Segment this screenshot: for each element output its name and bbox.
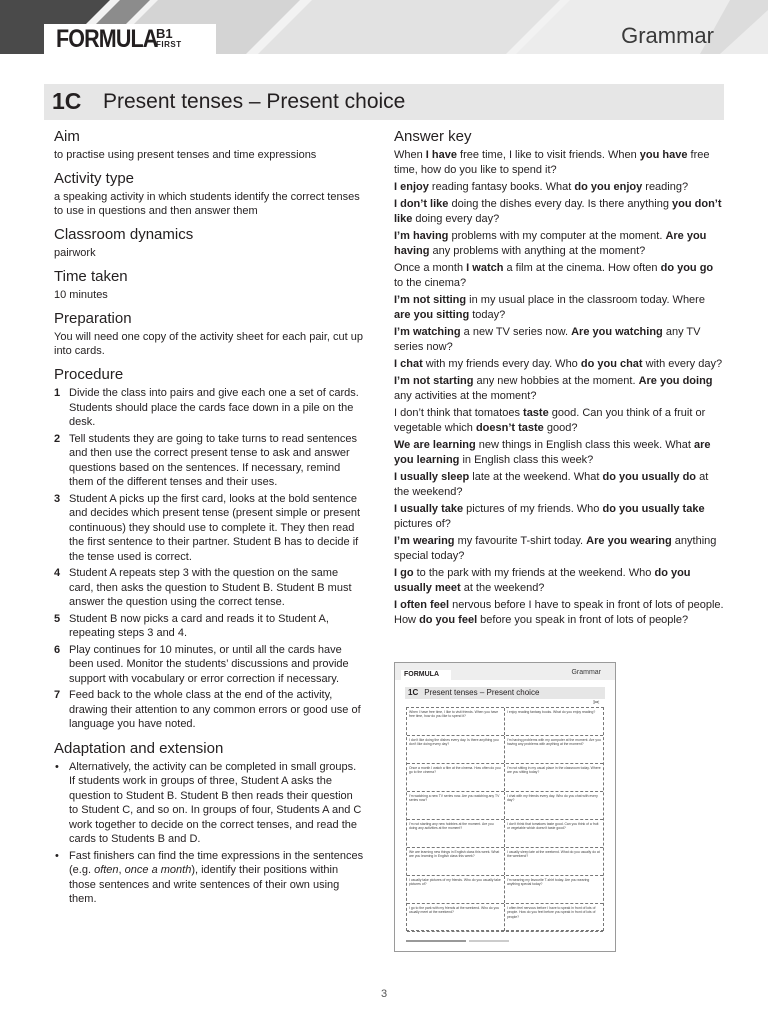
answer-key-item: We are learning new things in English class this week. What are you learning in English class this week? <box>394 439 711 466</box>
thumbnail-card-grid <box>406 707 604 931</box>
preparation-heading: Preparation <box>54 310 132 327</box>
thumbnail-card-row <box>407 876 603 904</box>
procedure-list <box>54 386 364 732</box>
thumbnail-card-row <box>407 848 603 876</box>
activity-sheet-thumbnail <box>394 662 616 952</box>
thumbnail-card: I go to the park with my friends at the weekend. Who do you usually meet at the weekend? <box>407 904 505 931</box>
answer-key-list <box>394 148 724 628</box>
answer-key-item: I chat with my friends every day. Who do you chat with every day? <box>394 358 723 370</box>
aim-heading: Aim <box>54 128 80 145</box>
procedure-heading: Procedure <box>54 366 124 383</box>
time-taken-text: 10 minutes <box>54 289 108 301</box>
procedure-step: 5 Student B now picks a card and reads it to Student A, repeating steps 3 and 4. <box>54 612 329 639</box>
section-title: Grammar <box>621 23 714 48</box>
thumbnail-card: I’m not starting any new hobbies at the moment. Are you doing any activities at the moment? <box>407 820 505 847</box>
thumbnail-brand: FORMULA <box>401 670 451 680</box>
procedure-step: 2 Tell students they are going to take turns to read sentences and then use the correct present tense to ask and answer questions based on the sentences. If necessary, remind them of the different tenses and their uses. <box>54 432 358 488</box>
answer-key-item: Once a month I watch a film at the cinema. How often do you go to the cinema? <box>394 262 714 289</box>
answer-key-item: I usually sleep late at the weekend. What do you usually do at the weekend? <box>394 471 709 498</box>
procedure-step: 4 Student A repeats step 3 with the question on the same card, then asks the question to Student B. Student B must answer the question using the correct tense. <box>54 567 352 608</box>
thumbnail-card: I’m not sitting in my usual place in the classroom today. Where are you sitting today? <box>507 766 601 775</box>
unit-heading <box>44 84 724 120</box>
adaptation-list <box>54 760 364 907</box>
thumbnail-unit-title: Present tenses – Present choice <box>424 688 540 697</box>
thumbnail-card: I’m wearing my favourite T-shirt today. Are you wearing anything special today? <box>507 878 590 887</box>
answer-key-item: I usually take pictures of my friends. Who do you usually take pictures of? <box>394 503 705 530</box>
scissors-icon: ✂ <box>593 698 600 707</box>
thumbnail-unit-heading <box>405 687 605 699</box>
thumbnail-card-row <box>407 904 603 932</box>
answer-key-item: I’m not sitting in my usual place in the classroom today. Where are you sitting today? <box>394 294 705 321</box>
thumbnail-card: I usually sleep late at the weekend. What do you usually do at the weekend? <box>507 850 600 859</box>
procedure-step: 7 Feed back to the whole class at the end of the activity, drawing their attention to any common errors or good use of language you have noted. <box>54 689 361 730</box>
thumbnail-card-row <box>407 736 603 764</box>
thumbnail-header <box>395 663 615 680</box>
unit-code: 1C <box>52 88 82 114</box>
time-taken-heading: Time taken <box>54 268 128 285</box>
thumbnail-card-row <box>407 764 603 792</box>
brand-name: FORMULA <box>56 25 158 53</box>
answer-key-heading: Answer key <box>394 128 472 145</box>
answer-key-item: I’m wearing my favourite T-shirt today. Are you wearing anything special today? <box>394 535 717 562</box>
thumbnail-card: I chat with my friends every day. Who do you chat with every day? <box>507 794 598 803</box>
answer-key-item: I’m having problems with my computer at the moment. Are you having any problems with anything at the moment? <box>394 230 707 257</box>
thumbnail-card: When I have free time, I like to visit friends. When you have free time, how do you like to spend it? <box>407 708 505 735</box>
classroom-dynamics-heading: Classroom dynamics <box>54 226 194 243</box>
answer-key-item: I often feel nervous before I have to speak in front of lots of people. How do you feel before you speak in front of lots of people? <box>394 599 724 626</box>
adaptation-bullet: • Alternatively, the activity can be completed in small groups. If students work in groups of three, Student A asks the question to Student B. Student B then reads their question to Student C, and so on. In groups of four, Students A and C work together to decide on the correct tenses, and read the cards to Students B and D. <box>54 760 364 847</box>
thumbnail-card-row <box>407 820 603 848</box>
aim-text: to practise using present tenses and time expressions <box>54 149 317 161</box>
brand-logo <box>44 24 216 54</box>
thumbnail-card: I don’t like doing the dishes every day. Is there anything you don’t like doing every day? <box>407 736 505 763</box>
answer-key-item: I’m watching a new TV series now. Are you watching any TV series now? <box>394 326 701 353</box>
thumbnail-card: I usually take pictures of my friends. Who do you usually take pictures of? <box>407 876 505 903</box>
activity-type-heading: Activity type <box>54 170 135 187</box>
unit-title: Present tenses – Present choice <box>103 90 406 113</box>
thumbnail-card: I don’t think that tomatoes taste good. Can you think of a fruit or vegetable which doesn’t taste good? <box>507 822 599 831</box>
adaptation-heading: Adaptation and extension <box>54 739 224 757</box>
teacher-notes-column <box>54 128 364 909</box>
thumbnail-card: I enjoy reading fantasy books. What do you enjoy reading? <box>507 710 596 714</box>
thumbnail-card-row <box>407 792 603 820</box>
thumbnail-card-row <box>407 708 603 736</box>
procedure-step: 1 Divide the class into pairs and give each one a set of cards. Students should place the cards face down in a pile on the desk. <box>54 387 359 428</box>
thumbnail-card: I’m watching a new TV series now. Are you watching any TV series now? <box>407 792 505 819</box>
brand-level: B1 <box>156 26 173 41</box>
page-header <box>0 0 768 54</box>
thumbnail-card: I often feel nervous before I have to speak in front of lots of people. How do you feel before you speak in front of lots of people? <box>507 906 596 919</box>
thumbnail-section: Grammar <box>571 669 601 676</box>
page-number: 3 <box>380 988 388 1000</box>
adaptation-bullet: • Fast finishers can find the time expressions in the sentences (e.g. often, once a month), identify their positions within those sentences and write sentences of their own using them. <box>54 849 364 907</box>
activity-type-text: a speaking activity in which students identify the correct tenses to use in questions and then answer them <box>54 191 360 217</box>
thumbnail-unit-code: 1C <box>408 688 419 697</box>
thumbnail-footer-rule <box>469 940 509 942</box>
classroom-dynamics-text: pairwork <box>54 247 96 259</box>
answer-key-item: I enjoy reading fantasy books. What do you enjoy reading? <box>394 181 689 193</box>
answer-key-column <box>394 128 724 630</box>
answer-key-item: I don’t like doing the dishes every day. Is there anything you don’t like doing every day? <box>394 198 722 225</box>
thumbnail-card: Once a month I watch a film at the cinema. How often do you go to the cinema? <box>407 764 505 791</box>
answer-key-item: I go to the park with my friends at the weekend. Who do you usually meet at the weekend? <box>394 567 691 594</box>
thumbnail-footer-rule <box>406 940 466 942</box>
procedure-step: 3 Student A picks up the first card, looks at the bold sentence and decides which present tense (present simple or present continuous) they should use to complete it. They then read the first sentence to their partner. Student B has to decide if the tense used is correct. <box>54 492 361 563</box>
procedure-step: 6 Play continues for 10 minutes, or until all the cards have been used. Monitor the students’ discussions and provide support with vocabulary or error correction if necessary. <box>54 643 349 685</box>
thumbnail-card: We are learning new things in English class this week. What are you learning in English class this week? <box>407 848 505 875</box>
answer-key-item: I don’t think that tomatoes taste good. Can you think of a fruit or vegetable which doesn’t taste good? <box>394 407 706 434</box>
answer-key-item: I’m not starting any new hobbies at the moment. Are you doing any activities at the moment? <box>394 375 713 402</box>
answer-key-item: When I have free time, I like to visit friends. When you have free time, how do you like to spend it? <box>394 149 710 176</box>
preparation-text: You will need one copy of the activity sheet for each pair, cut up into cards. <box>54 331 364 357</box>
brand-level-sub: FIRST <box>156 40 182 49</box>
thumbnail-card: I’m having problems with my computer at the moment. Are you having any problems with anything at the moment? <box>507 738 601 747</box>
